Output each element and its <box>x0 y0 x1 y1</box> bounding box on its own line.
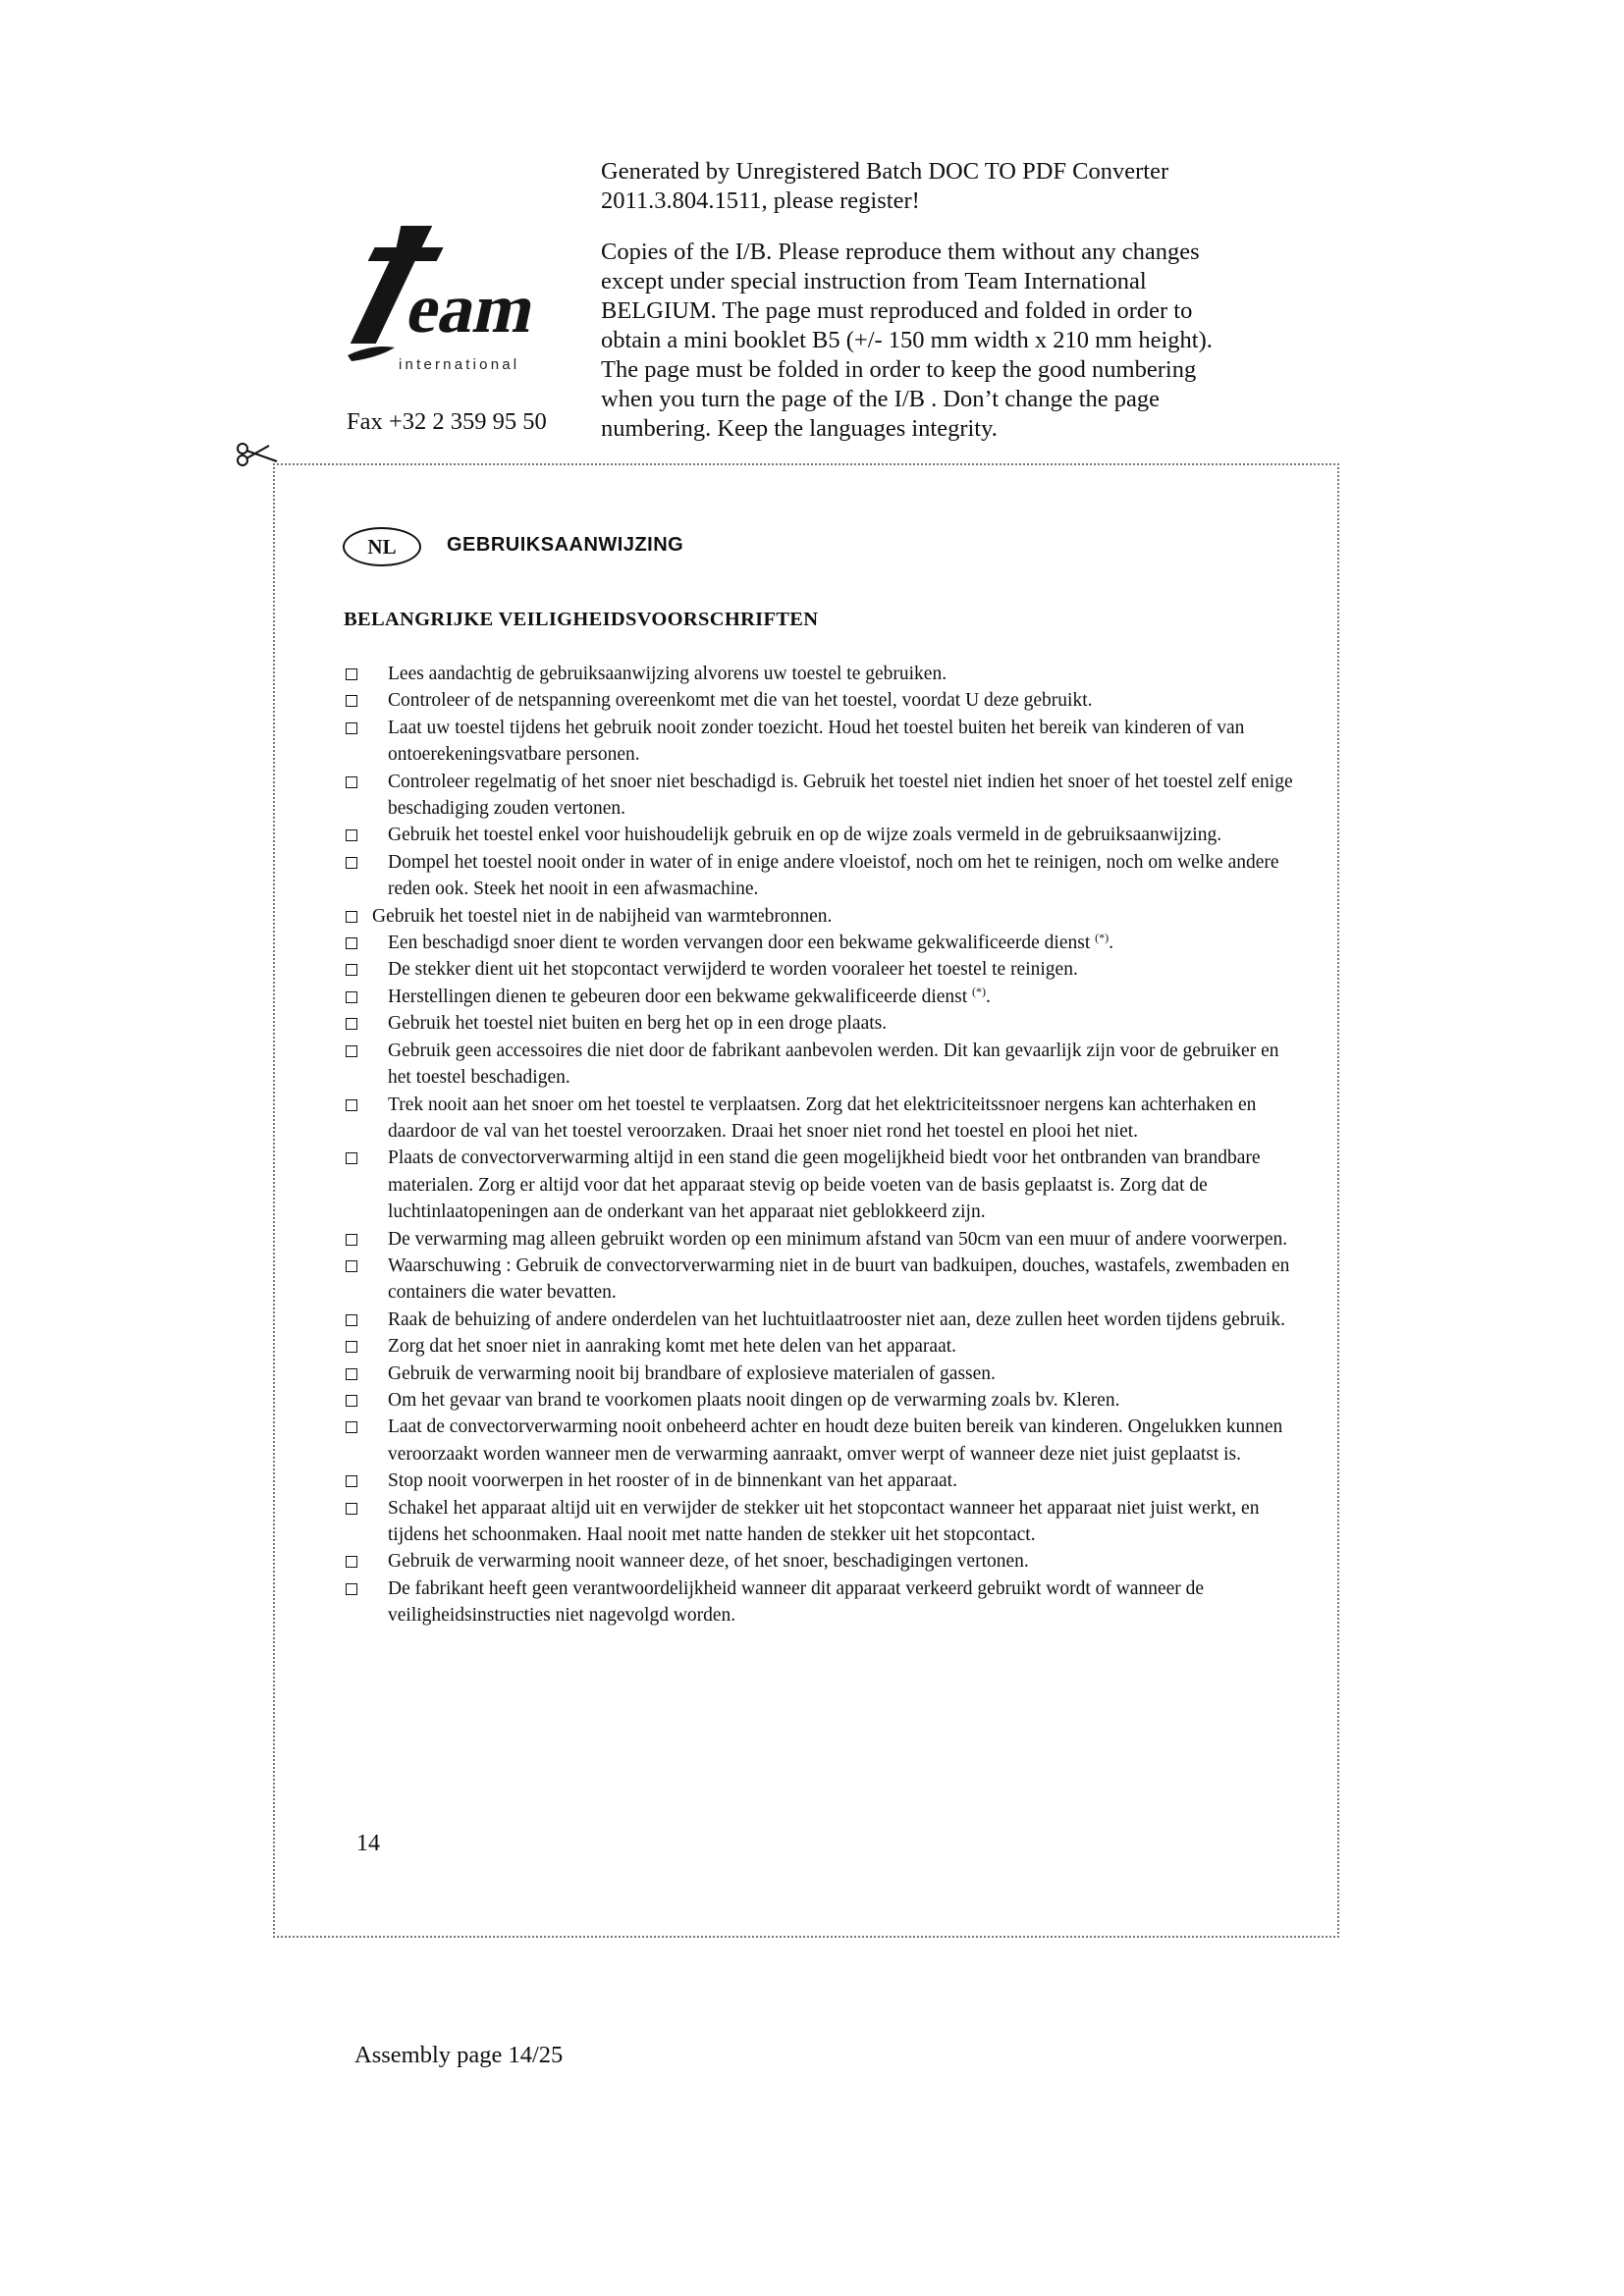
copies-instruction <box>601 238 1288 444</box>
assembly-page-label: Assembly page 14/25 <box>354 2042 564 2068</box>
manual-title: GEBRUIKSAANWIJZING <box>447 534 684 556</box>
checkbox-bullet-icon <box>346 1583 357 1595</box>
checkbox-bullet-icon <box>346 1260 357 1272</box>
checkbox-bullet-icon <box>346 1368 357 1380</box>
copies-instruction-line: The page must be folded in order to keep the good numbering <box>601 356 1197 383</box>
safety-rule-item <box>345 1307 1302 1333</box>
copies-instruction-line: obtain a mini booklet B5 (+/- 150 mm width x 210 mm height). <box>601 327 1213 353</box>
checkbox-bullet-icon <box>346 1018 357 1030</box>
checkbox-bullet-icon <box>346 695 357 707</box>
safety-rule-item <box>345 687 1302 714</box>
safety-rule-text: Zorg dat het snoer niet in aanraking komt met hete delen van het apparaat. <box>388 1336 957 1358</box>
safety-rule-text: Waarschuwing : Gebruik de convectorverwarming niet in de buurt van badkuipen, douches, wastafels, zwembaden en containers die water bevatten. <box>388 1255 1290 1304</box>
safety-rule-item <box>345 849 1302 903</box>
checkbox-bullet-icon <box>346 857 357 869</box>
safety-rule-text: Gebruik de verwarming nooit wanneer deze, of het snoer, beschadigingen vertonen. <box>388 1551 1029 1573</box>
checkbox-bullet-icon <box>346 1234 357 1246</box>
safety-rule-item <box>345 1010 1302 1037</box>
safety-rule-text: Gebruik geen accessoires die niet door de fabrikant aanbevolen werden. Dit kan gevaarlijk zijn voor de gebruiker en het toestel beschadigen. <box>388 1040 1279 1089</box>
safety-rule-item <box>345 822 1302 848</box>
checkbox-bullet-icon <box>346 1341 357 1353</box>
header-notes <box>601 157 1288 444</box>
safety-rule-item <box>345 903 1302 930</box>
safety-rule-text: De verwarming mag alleen gebruikt worden op een minimum afstand van 50cm van een muur of andere voorwerpen. <box>388 1228 1288 1250</box>
safety-rule-text: Gebruik het toestel enkel voor huishoudelijk gebruik en op de wijze zoals vermeld in de gebruiksaanwijzing. <box>388 825 1222 846</box>
safety-rule-text: Controleer regelmatig of het snoer niet beschadigd is. Gebruik het toestel niet indien het snoer of het toestel zelf enige beschadiging zouden vertonen. <box>388 771 1293 820</box>
safety-rules-list <box>345 661 1302 1629</box>
checkbox-bullet-icon <box>346 991 357 1003</box>
safety-rule-punctuation: . <box>1109 933 1114 954</box>
safety-rule-item <box>345 1387 1302 1414</box>
safety-rule-text: Controleer of de netspanning overeenkomt met die van het toestel, voordat U deze gebruikt. <box>388 690 1093 712</box>
generator-note <box>601 157 1288 216</box>
safety-rule-text: Gebruik het toestel niet buiten en berg het op in een droge plaats. <box>388 1013 888 1035</box>
copies-instruction-line: Copies of the I/B. Please reproduce them without any changes <box>601 239 1200 265</box>
safety-rule-text: Stop nooit voorwerpen in het rooster of in de binnenkant van het apparaat. <box>388 1470 957 1492</box>
safety-rule-text: Om het gevaar van brand te voorkomen plaats nooit dingen op de verwarming zoals bv. Kleren. <box>388 1389 1120 1411</box>
safety-rule-item <box>345 984 1302 1010</box>
safety-rule-punctuation: . <box>986 986 991 1007</box>
copies-instruction-line: numbering. Keep the languages integrity. <box>601 415 998 442</box>
checkbox-bullet-icon <box>346 964 357 976</box>
logo-subtitle: international <box>399 356 520 373</box>
checkbox-bullet-icon <box>346 722 357 734</box>
safety-rule-text: Laat de convectorverwarming nooit onbeheerd achter en houdt deze buiten bereik van kinderen. Ongelukken kunnen veroorzaakt worden wanneer men de verwarming aanraakt, omver werpt of wanneer deze niet juist geplaatst is. <box>388 1416 1283 1465</box>
safety-rule-text: Plaats de convectorverwarming altijd in een stand die geen mogelijkheid biedt voor het ontbranden van brandbare materialen. Zorg er altijd voor dat het apparaat stevig op beide voeten van de basis geplaatst is. Zorg dat de luchtinlaatopeningen aan de onderkant van het apparaat niet geblokkeerd zijn. <box>388 1148 1261 1223</box>
safety-rule-item <box>345 1092 1302 1146</box>
safety-rule-text: Laat uw toestel tijdens het gebruik nooit zonder toezicht. Houd het toestel buiten het bereik van kinderen of van ontoerekeningsvatbare personen. <box>388 717 1245 766</box>
checkbox-bullet-icon <box>346 1421 357 1433</box>
language-badge: NL <box>343 527 421 566</box>
safety-rule-text: Schakel het apparaat altijd uit en verwijder de stekker uit het stopcontact wanneer het apparaat niet juist werkt, en tijdens het schoonmaken. Haal nooit met natte handen de stekker uit het stopcontact. <box>388 1497 1260 1545</box>
safety-rule-text: De fabrikant heeft geen verantwoordelijkheid wanneer dit apparaat verkeerd gebruikt wordt of wanneer de veiligheidsinstructies niet nagevolgd worden. <box>388 1577 1205 1627</box>
generator-note-line: 2011.3.804.1511, please register! <box>601 187 920 214</box>
safety-rule-item <box>345 769 1302 823</box>
safety-rule-item <box>345 1548 1302 1575</box>
checkbox-bullet-icon <box>346 1152 357 1164</box>
copies-instruction-line: except under special instruction from Team International <box>601 268 1147 294</box>
safety-rule-item <box>345 1495 1302 1549</box>
fax-number: Fax +32 2 359 95 50 <box>347 408 547 435</box>
safety-rule-text: Lees aandachtig de gebruiksaanwijzing alvorens uw toestel te gebruiken. <box>388 664 947 684</box>
footnote-marker: (*) <box>1095 931 1110 945</box>
checkbox-bullet-icon <box>346 1475 357 1487</box>
safety-rule-item <box>345 956 1302 983</box>
safety-rule-text: Gebruik het toestel niet in de nabijheid van warmtebronnen. <box>372 905 833 927</box>
page-number: 14 <box>356 1831 380 1856</box>
safety-rule-item <box>345 1414 1302 1468</box>
safety-rule-text: Trek nooit aan het snoer om het toestel te verplaatsen. Zorg dat het elektriciteitssnoer nergens kan achterhaken en daardoor de val van het toestel veroorzaken. Draai het snoer niet rond het toestel en plooi het niet. <box>388 1094 1257 1142</box>
team-international-logo <box>334 218 560 375</box>
checkbox-bullet-icon <box>346 911 357 923</box>
safety-rule-item <box>345 715 1302 769</box>
safety-rule-item <box>345 1333 1302 1360</box>
safety-rule-item <box>345 1038 1302 1092</box>
safety-rule-item <box>345 1575 1302 1629</box>
checkbox-bullet-icon <box>346 1314 357 1326</box>
safety-rule-text: Dompel het toestel nooit onder in water of in enige andere vloeistof, noch om het te reinigen, noch om welke andere reden ook. Steek het nooit in een afwasmachine. <box>388 851 1279 900</box>
checkbox-bullet-icon <box>346 1099 357 1111</box>
safety-rule-text: Herstellingen dienen te gebeuren door een bekwame gekwalificeerde dienst <box>388 986 973 1007</box>
safety-rule-item <box>345 1361 1302 1387</box>
safety-rule-item <box>345 661 1302 687</box>
safety-rule-text: Een beschadigd snoer dient te worden vervangen door een bekwame gekwalificeerde dienst <box>388 933 1096 954</box>
safety-rule-item <box>345 930 1302 956</box>
generator-note-line: Generated by Unregistered Batch DOC TO PDF Converter <box>601 158 1169 185</box>
safety-rule-text: Raak de behuizing of andere onderdelen van het luchtuitlaatrooster niet aan, deze zullen heet worden tijdens gebruik. <box>388 1308 1285 1330</box>
copies-instruction-line: when you turn the page of the I/B . Don’t change the page <box>601 386 1161 412</box>
safety-rule-text: De stekker dient uit het stopcontact verwijderd te worden vooraleer het toestel te reinigen. <box>388 959 1078 981</box>
footnote-marker: (*) <box>972 984 987 998</box>
checkbox-bullet-icon <box>346 1503 357 1515</box>
logo-word: eam <box>400 268 543 347</box>
safety-rule-item <box>345 1253 1302 1307</box>
checkbox-bullet-icon <box>346 1395 357 1407</box>
safety-rule-item <box>345 1145 1302 1225</box>
checkbox-bullet-icon <box>346 937 357 949</box>
safety-rule-text: Gebruik de verwarming nooit bij brandbare of explosieve materialen of gassen. <box>388 1362 996 1384</box>
checkbox-bullet-icon <box>346 776 357 788</box>
checkbox-bullet-icon <box>346 829 357 841</box>
safety-rule-item <box>345 1226 1302 1253</box>
copies-instruction-line: BELGIUM. The page must reproduced and folded in order to <box>601 297 1193 324</box>
checkbox-bullet-icon <box>346 668 357 680</box>
safety-section-heading: BELANGRIJKE VEILIGHEIDSVOORSCHRIFTEN <box>344 609 819 630</box>
safety-rule-item <box>345 1468 1302 1494</box>
checkbox-bullet-icon <box>346 1045 357 1057</box>
checkbox-bullet-icon <box>346 1556 357 1568</box>
